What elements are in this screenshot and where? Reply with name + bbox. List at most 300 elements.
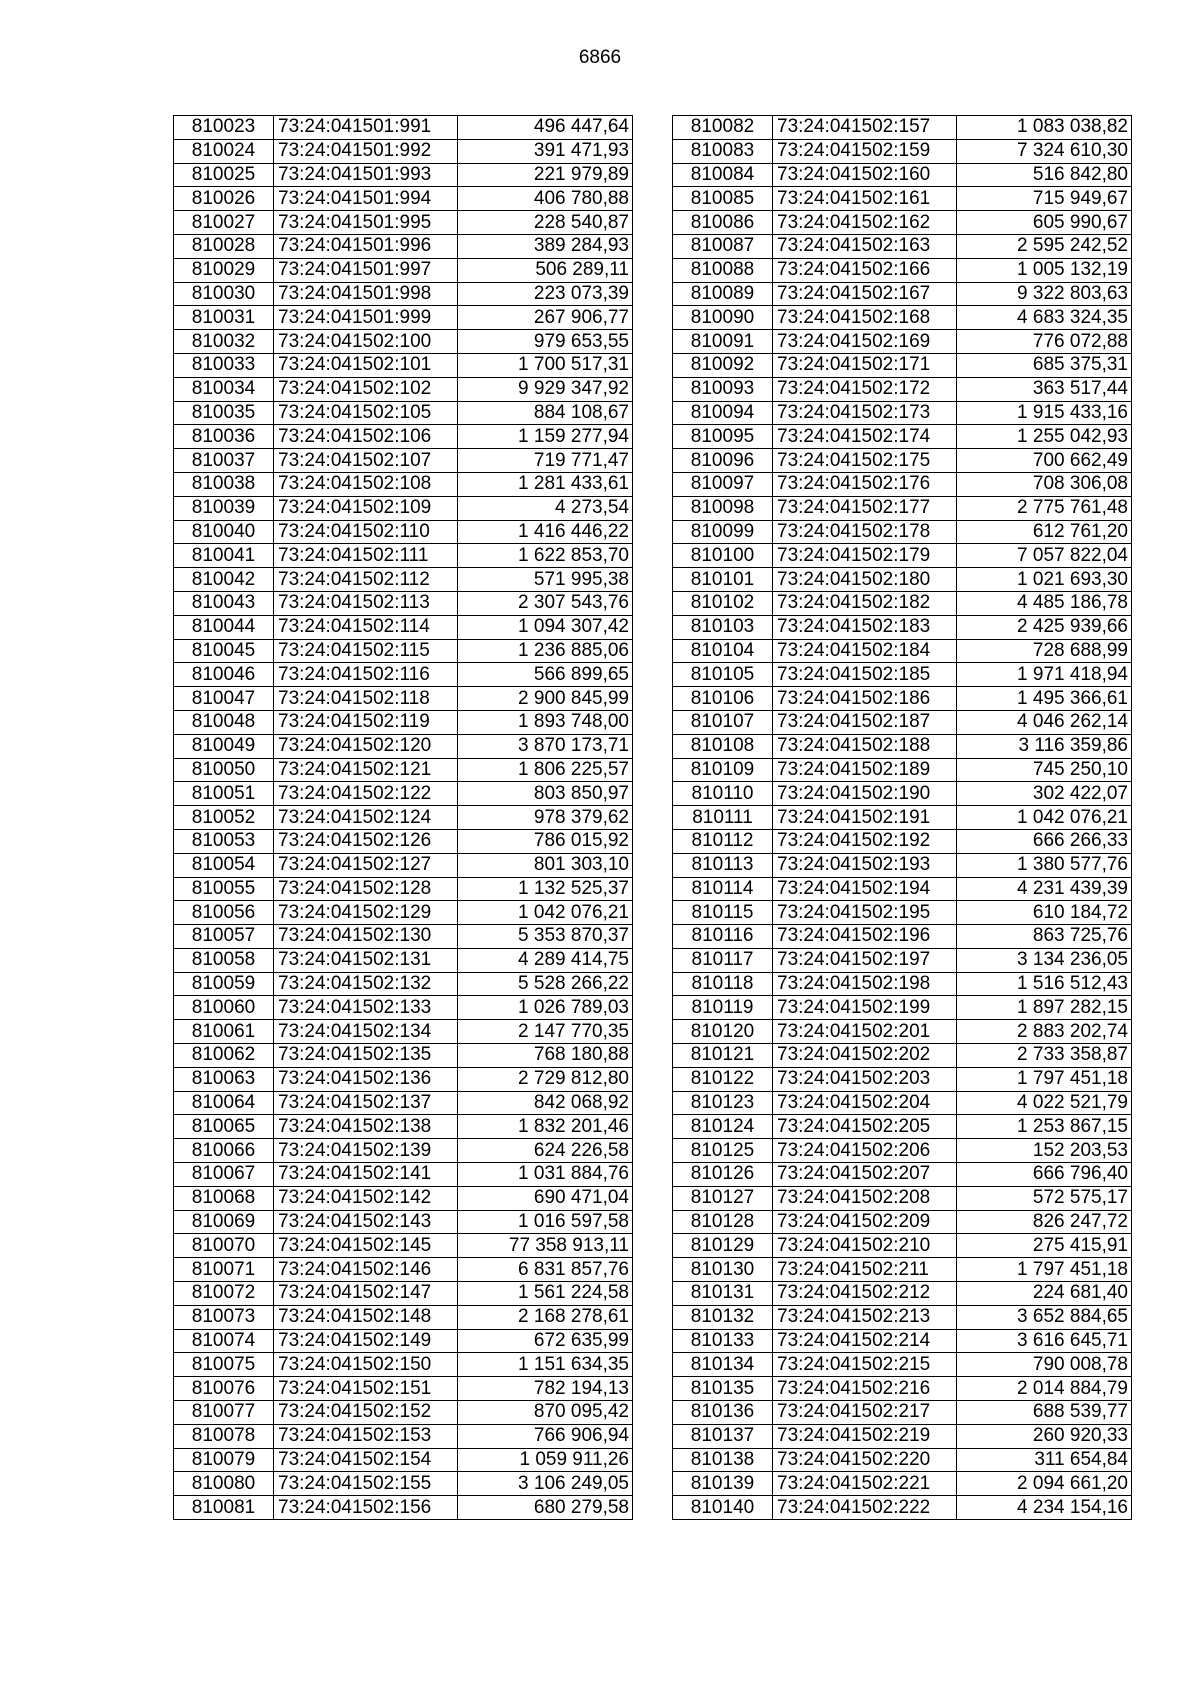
table-row xyxy=(174,187,633,211)
row-number-cell: 810093 xyxy=(673,377,773,401)
cadastral-number-cell: 73:24:041502:160 xyxy=(773,163,957,187)
cadastral-value-cell: 2 014 884,79 xyxy=(957,1377,1132,1401)
row-number-cell: 810079 xyxy=(174,1448,274,1472)
row-number-cell: 810047 xyxy=(174,687,274,711)
table-row xyxy=(174,1424,633,1448)
cadastral-value-cell: 1 915 433,16 xyxy=(957,401,1132,425)
table-row xyxy=(673,1424,1132,1448)
cadastral-number-cell: 73:24:041502:138 xyxy=(274,1115,458,1139)
cadastral-value-cell: 4 273,54 xyxy=(458,496,633,520)
cadastral-value-cell: 1 516 512,43 xyxy=(957,972,1132,996)
cadastral-number-cell: 73:24:041502:178 xyxy=(773,520,957,544)
cadastral-value-cell: 803 850,97 xyxy=(458,782,633,806)
cadastral-number-cell: 73:24:041502:128 xyxy=(274,877,458,901)
cadastral-number-cell: 73:24:041502:216 xyxy=(773,1377,957,1401)
table-row xyxy=(174,163,633,187)
table-row xyxy=(174,901,633,925)
cadastral-value-cell: 4 046 262,14 xyxy=(957,710,1132,734)
cadastral-value-cell: 1 159 277,94 xyxy=(458,425,633,449)
cadastral-value-cell: 4 234 154,16 xyxy=(957,1496,1132,1520)
cadastral-value-cell: 152 203,53 xyxy=(957,1139,1132,1163)
cadastral-number-cell: 73:24:041502:143 xyxy=(274,1210,458,1234)
cadastral-number-cell: 73:24:041502:184 xyxy=(773,639,957,663)
table-row xyxy=(673,1258,1132,1282)
cadastral-number-cell: 73:24:041502:135 xyxy=(274,1044,458,1068)
cadastral-number-cell: 73:24:041502:139 xyxy=(274,1139,458,1163)
table-row xyxy=(174,806,633,830)
table-row xyxy=(174,996,633,1020)
table-row xyxy=(174,1186,633,1210)
cadastral-value-cell: 801 303,10 xyxy=(458,853,633,877)
table-row xyxy=(174,1329,633,1353)
cadastral-value-cell: 311 654,84 xyxy=(957,1448,1132,1472)
cadastral-number-cell: 73:24:041502:167 xyxy=(773,282,957,306)
cadastral-number-cell: 73:24:041502:116 xyxy=(274,663,458,687)
table-row xyxy=(174,282,633,306)
cadastral-number-cell: 73:24:041502:177 xyxy=(773,496,957,520)
table-row xyxy=(174,306,633,330)
cadastral-number-cell: 73:24:041502:187 xyxy=(773,710,957,734)
cadastral-number-cell: 73:24:041502:208 xyxy=(773,1186,957,1210)
cadastral-number-cell: 73:24:041502:107 xyxy=(274,449,458,473)
table-row xyxy=(174,1115,633,1139)
cadastral-value-cell: 612 761,20 xyxy=(957,520,1132,544)
table-row xyxy=(673,401,1132,425)
table-row xyxy=(673,1472,1132,1496)
row-number-cell: 810074 xyxy=(174,1329,274,1353)
table-row xyxy=(174,449,633,473)
cadastral-number-cell: 73:24:041502:203 xyxy=(773,1067,957,1091)
table-row xyxy=(673,353,1132,377)
row-number-cell: 810048 xyxy=(174,710,274,734)
table-row xyxy=(673,211,1132,235)
cadastral-value-cell: 2 900 845,99 xyxy=(458,687,633,711)
table-row xyxy=(174,1091,633,1115)
cadastral-value-cell: 2 775 761,48 xyxy=(957,496,1132,520)
table-row xyxy=(174,544,633,568)
cadastral-number-cell: 73:24:041502:173 xyxy=(773,401,957,425)
row-number-cell: 810065 xyxy=(174,1115,274,1139)
table-row xyxy=(673,877,1132,901)
row-number-cell: 810084 xyxy=(673,163,773,187)
table-row xyxy=(174,663,633,687)
row-number-cell: 810130 xyxy=(673,1258,773,1282)
row-number-cell: 810107 xyxy=(673,710,773,734)
row-number-cell: 810070 xyxy=(174,1234,274,1258)
cadastral-value-cell: 302 422,07 xyxy=(957,782,1132,806)
row-number-cell: 810072 xyxy=(174,1282,274,1306)
row-number-cell: 810035 xyxy=(174,401,274,425)
row-number-cell: 810088 xyxy=(673,258,773,282)
table-row xyxy=(673,1329,1132,1353)
cadastral-number-cell: 73:24:041502:221 xyxy=(773,1472,957,1496)
table-row xyxy=(673,472,1132,496)
row-number-cell: 810058 xyxy=(174,948,274,972)
table-row xyxy=(174,1448,633,1472)
table-row xyxy=(174,782,633,806)
row-number-cell: 810043 xyxy=(174,591,274,615)
cadastral-number-cell: 73:24:041502:142 xyxy=(274,1186,458,1210)
table-row xyxy=(673,1186,1132,1210)
cadastral-value-cell: 221 979,89 xyxy=(458,163,633,187)
row-number-cell: 810061 xyxy=(174,1020,274,1044)
page-number: 6866 xyxy=(578,47,622,68)
table-row xyxy=(673,116,1132,140)
row-number-cell: 810137 xyxy=(673,1424,773,1448)
row-number-cell: 810098 xyxy=(673,496,773,520)
cadastral-value-cell: 790 008,78 xyxy=(957,1353,1132,1377)
cadastral-value-cell: 228 540,87 xyxy=(458,211,633,235)
row-number-cell: 810097 xyxy=(673,472,773,496)
cadastral-value-cell: 766 906,94 xyxy=(458,1424,633,1448)
cadastral-number-cell: 73:24:041502:127 xyxy=(274,853,458,877)
row-number-cell: 810102 xyxy=(673,591,773,615)
table-row xyxy=(673,1234,1132,1258)
row-number-cell: 810121 xyxy=(673,1044,773,1068)
row-number-cell: 810077 xyxy=(174,1401,274,1425)
row-number-cell: 810025 xyxy=(174,163,274,187)
cadastral-number-cell: 73:24:041502:124 xyxy=(274,806,458,830)
cadastral-value-cell: 3 116 359,86 xyxy=(957,734,1132,758)
cadastral-value-cell: 1 832 201,46 xyxy=(458,1115,633,1139)
row-number-cell: 810060 xyxy=(174,996,274,1020)
table-row xyxy=(174,853,633,877)
table-row xyxy=(673,1044,1132,1068)
cadastral-number-cell: 73:24:041502:154 xyxy=(274,1448,458,1472)
row-number-cell: 810112 xyxy=(673,829,773,853)
cadastral-value-cell: 4 231 439,39 xyxy=(957,877,1132,901)
cadastral-number-cell: 73:24:041502:214 xyxy=(773,1329,957,1353)
table-row xyxy=(673,829,1132,853)
cadastral-value-cell: 1 132 525,37 xyxy=(458,877,633,901)
cadastral-value-cell: 1 094 307,42 xyxy=(458,615,633,639)
table-row xyxy=(174,568,633,592)
cadastral-value-cell: 1 255 042,93 xyxy=(957,425,1132,449)
table-row xyxy=(174,758,633,782)
row-number-cell: 810135 xyxy=(673,1377,773,1401)
row-number-cell: 810055 xyxy=(174,877,274,901)
row-number-cell: 810082 xyxy=(673,116,773,140)
cadastral-number-cell: 73:24:041502:122 xyxy=(274,782,458,806)
row-number-cell: 810122 xyxy=(673,1067,773,1091)
cadastral-value-cell: 768 180,88 xyxy=(458,1044,633,1068)
cadastral-number-cell: 73:24:041502:189 xyxy=(773,758,957,782)
table-row xyxy=(174,591,633,615)
cadastral-value-cell: 1 380 577,76 xyxy=(957,853,1132,877)
table-row xyxy=(673,901,1132,925)
cadastral-number-cell: 73:24:041502:169 xyxy=(773,330,957,354)
table-row xyxy=(673,1353,1132,1377)
cadastral-number-cell: 73:24:041502:210 xyxy=(773,1234,957,1258)
cadastral-number-cell: 73:24:041502:183 xyxy=(773,615,957,639)
row-number-cell: 810031 xyxy=(174,306,274,330)
cadastral-number-cell: 73:24:041502:149 xyxy=(274,1329,458,1353)
cadastral-value-cell: 2 729 812,80 xyxy=(458,1067,633,1091)
table-row xyxy=(174,925,633,949)
row-number-cell: 810034 xyxy=(174,377,274,401)
cadastral-number-cell: 73:24:041502:105 xyxy=(274,401,458,425)
row-number-cell: 810101 xyxy=(673,568,773,592)
cadastral-number-cell: 73:24:041502:113 xyxy=(274,591,458,615)
cadastral-value-cell: 884 108,67 xyxy=(458,401,633,425)
cadastral-value-cell: 826 247,72 xyxy=(957,1210,1132,1234)
cadastral-number-cell: 73:24:041502:197 xyxy=(773,948,957,972)
table-row xyxy=(174,1234,633,1258)
table-row xyxy=(673,544,1132,568)
row-number-cell: 810050 xyxy=(174,758,274,782)
row-number-cell: 810059 xyxy=(174,972,274,996)
cadastral-value-cell: 863 725,76 xyxy=(957,925,1132,949)
row-number-cell: 810045 xyxy=(174,639,274,663)
cadastral-value-cell: 77 358 913,11 xyxy=(458,1234,633,1258)
cadastral-number-cell: 73:24:041502:182 xyxy=(773,591,957,615)
cadastral-value-cell: 9 322 803,63 xyxy=(957,282,1132,306)
cadastral-value-cell: 1 059 911,26 xyxy=(458,1448,633,1472)
cadastral-number-cell: 73:24:041502:141 xyxy=(274,1163,458,1187)
cadastral-value-cell: 391 471,93 xyxy=(458,139,633,163)
cadastral-number-cell: 73:24:041502:192 xyxy=(773,829,957,853)
table-row xyxy=(174,234,633,258)
row-number-cell: 810126 xyxy=(673,1163,773,1187)
cadastral-value-cell: 2 094 661,20 xyxy=(957,1472,1132,1496)
cadastral-value-cell: 2 147 770,35 xyxy=(458,1020,633,1044)
cadastral-number-cell: 73:24:041502:219 xyxy=(773,1424,957,1448)
cadastral-value-cell: 516 842,80 xyxy=(957,163,1132,187)
row-number-cell: 810118 xyxy=(673,972,773,996)
row-number-cell: 810106 xyxy=(673,687,773,711)
row-number-cell: 810090 xyxy=(673,306,773,330)
row-number-cell: 810139 xyxy=(673,1472,773,1496)
cadastral-value-cell: 672 635,99 xyxy=(458,1329,633,1353)
table-row xyxy=(174,1067,633,1091)
cadastral-value-cell: 3 616 645,71 xyxy=(957,1329,1132,1353)
table-row xyxy=(673,925,1132,949)
cadastral-number-cell: 73:24:041502:176 xyxy=(773,472,957,496)
cadastral-value-cell: 223 073,39 xyxy=(458,282,633,306)
table-row xyxy=(174,1472,633,1496)
cadastral-value-cell: 1 042 076,21 xyxy=(458,901,633,925)
cadastral-value-cell: 4 289 414,75 xyxy=(458,948,633,972)
cadastral-number-cell: 73:24:041502:205 xyxy=(773,1115,957,1139)
row-number-cell: 810069 xyxy=(174,1210,274,1234)
row-number-cell: 810041 xyxy=(174,544,274,568)
cadastral-value-cell: 786 015,92 xyxy=(458,829,633,853)
cadastral-number-cell: 73:24:041502:175 xyxy=(773,449,957,473)
table-row xyxy=(174,734,633,758)
row-number-cell: 810103 xyxy=(673,615,773,639)
cadastral-number-cell: 73:24:041502:212 xyxy=(773,1282,957,1306)
row-number-cell: 810064 xyxy=(174,1091,274,1115)
cadastral-number-cell: 73:24:041502:193 xyxy=(773,853,957,877)
cadastral-value-cell: 3 106 249,05 xyxy=(458,1472,633,1496)
cadastral-value-cell: 571 995,38 xyxy=(458,568,633,592)
cadastral-value-cell: 1 083 038,82 xyxy=(957,116,1132,140)
cadastral-number-cell: 73:24:041501:992 xyxy=(274,139,458,163)
row-number-cell: 810040 xyxy=(174,520,274,544)
cadastral-number-cell: 73:24:041502:213 xyxy=(773,1305,957,1329)
row-number-cell: 810056 xyxy=(174,901,274,925)
row-number-cell: 810033 xyxy=(174,353,274,377)
table-row xyxy=(673,187,1132,211)
table-row xyxy=(673,806,1132,830)
cadastral-number-cell: 73:24:041502:132 xyxy=(274,972,458,996)
cadastral-value-cell: 9 929 347,92 xyxy=(458,377,633,401)
table-row xyxy=(174,615,633,639)
cadastral-value-cell: 1 897 282,15 xyxy=(957,996,1132,1020)
cadastral-value-cell: 624 226,58 xyxy=(458,1139,633,1163)
cadastral-value-cell: 1 026 789,03 xyxy=(458,996,633,1020)
table-row xyxy=(673,687,1132,711)
cadastral-number-cell: 73:24:041502:188 xyxy=(773,734,957,758)
cadastral-value-cell: 2 307 543,76 xyxy=(458,591,633,615)
row-number-cell: 810136 xyxy=(673,1401,773,1425)
row-number-cell: 810075 xyxy=(174,1353,274,1377)
cadastral-number-cell: 73:24:041502:110 xyxy=(274,520,458,544)
table-row xyxy=(673,520,1132,544)
cadastral-value-cell: 1 151 634,35 xyxy=(458,1353,633,1377)
table-row xyxy=(673,1210,1132,1234)
row-number-cell: 810026 xyxy=(174,187,274,211)
table-row xyxy=(174,496,633,520)
cadastral-number-cell: 73:24:041502:202 xyxy=(773,1044,957,1068)
row-number-cell: 810113 xyxy=(673,853,773,877)
table-row xyxy=(174,1377,633,1401)
cadastral-number-cell: 73:24:041502:186 xyxy=(773,687,957,711)
row-number-cell: 810134 xyxy=(673,1353,773,1377)
cadastral-number-cell: 73:24:041502:191 xyxy=(773,806,957,830)
cadastral-value-cell: 776 072,88 xyxy=(957,330,1132,354)
row-number-cell: 810131 xyxy=(673,1282,773,1306)
table-row xyxy=(673,948,1132,972)
cadastral-number-cell: 73:24:041502:215 xyxy=(773,1353,957,1377)
cadastral-value-cell: 7 057 822,04 xyxy=(957,544,1132,568)
table-row xyxy=(673,591,1132,615)
row-number-cell: 810066 xyxy=(174,1139,274,1163)
cadastral-number-cell: 73:24:041502:159 xyxy=(773,139,957,163)
row-number-cell: 810052 xyxy=(174,806,274,830)
cadastral-number-cell: 73:24:041501:999 xyxy=(274,306,458,330)
row-number-cell: 810078 xyxy=(174,1424,274,1448)
table-row xyxy=(673,1163,1132,1187)
cadastral-number-cell: 73:24:041501:996 xyxy=(274,234,458,258)
row-number-cell: 810028 xyxy=(174,234,274,258)
table-row xyxy=(673,1401,1132,1425)
row-number-cell: 810023 xyxy=(174,116,274,140)
cadastral-value-cell: 688 539,77 xyxy=(957,1401,1132,1425)
cadastral-number-cell: 73:24:041502:112 xyxy=(274,568,458,592)
cadastral-number-cell: 73:24:041502:196 xyxy=(773,925,957,949)
row-number-cell: 810133 xyxy=(673,1329,773,1353)
cadastral-number-cell: 73:24:041502:130 xyxy=(274,925,458,949)
table-row xyxy=(673,734,1132,758)
table-row xyxy=(673,139,1132,163)
table-row xyxy=(174,829,633,853)
row-number-cell: 810129 xyxy=(673,1234,773,1258)
cadastral-number-cell: 73:24:041502:129 xyxy=(274,901,458,925)
row-number-cell: 810032 xyxy=(174,330,274,354)
cadastral-value-cell: 4 683 324,35 xyxy=(957,306,1132,330)
table-row xyxy=(174,353,633,377)
table-row xyxy=(673,163,1132,187)
row-number-cell: 810117 xyxy=(673,948,773,972)
row-number-cell: 810046 xyxy=(174,663,274,687)
cadastral-value-cell: 978 379,62 xyxy=(458,806,633,830)
row-number-cell: 810063 xyxy=(174,1067,274,1091)
cadastral-number-cell: 73:24:041502:204 xyxy=(773,1091,957,1115)
row-number-cell: 810044 xyxy=(174,615,274,639)
cadastral-number-cell: 73:24:041502:157 xyxy=(773,116,957,140)
cadastral-value-cell: 2 595 242,52 xyxy=(957,234,1132,258)
cadastral-number-cell: 73:24:041502:190 xyxy=(773,782,957,806)
table-row xyxy=(673,1115,1132,1139)
table-row xyxy=(673,568,1132,592)
cadastral-number-cell: 73:24:041501:991 xyxy=(274,116,458,140)
row-number-cell: 810053 xyxy=(174,829,274,853)
cadastral-number-cell: 73:24:041502:114 xyxy=(274,615,458,639)
cadastral-value-cell: 1 236 885,06 xyxy=(458,639,633,663)
cadastral-value-cell: 708 306,08 xyxy=(957,472,1132,496)
table-row xyxy=(174,1496,633,1520)
cadastral-number-cell: 73:24:041502:220 xyxy=(773,1448,957,1472)
row-number-cell: 810087 xyxy=(673,234,773,258)
row-number-cell: 810115 xyxy=(673,901,773,925)
row-number-cell: 810039 xyxy=(174,496,274,520)
row-number-cell: 810127 xyxy=(673,1186,773,1210)
row-number-cell: 810057 xyxy=(174,925,274,949)
cadastral-number-cell: 73:24:041502:151 xyxy=(274,1377,458,1401)
table-row xyxy=(174,1353,633,1377)
cadastral-value-cell: 1 495 366,61 xyxy=(957,687,1132,711)
table-row xyxy=(673,425,1132,449)
table-row xyxy=(673,710,1132,734)
cadastral-number-cell: 73:24:041502:146 xyxy=(274,1258,458,1282)
cadastral-value-cell: 1 005 132,19 xyxy=(957,258,1132,282)
cadastral-number-cell: 73:24:041502:166 xyxy=(773,258,957,282)
cadastral-value-cell: 6 831 857,76 xyxy=(458,1258,633,1282)
table-row xyxy=(174,1210,633,1234)
row-number-cell: 810092 xyxy=(673,353,773,377)
cadastral-value-cell: 1 797 451,18 xyxy=(957,1258,1132,1282)
table-row xyxy=(174,116,633,140)
row-number-cell: 810140 xyxy=(673,1496,773,1520)
table-row xyxy=(174,877,633,901)
row-number-cell: 810062 xyxy=(174,1044,274,1068)
row-number-cell: 810099 xyxy=(673,520,773,544)
cadastral-number-cell: 73:24:041502:179 xyxy=(773,544,957,568)
cadastral-value-cell: 496 447,64 xyxy=(458,116,633,140)
table-row xyxy=(673,234,1132,258)
cadastral-number-cell: 73:24:041502:201 xyxy=(773,1020,957,1044)
table-row xyxy=(673,758,1132,782)
row-number-cell: 810081 xyxy=(174,1496,274,1520)
cadastral-number-cell: 73:24:041502:217 xyxy=(773,1401,957,1425)
cadastral-number-cell: 73:24:041502:156 xyxy=(274,1496,458,1520)
table-row xyxy=(673,663,1132,687)
cadastral-value-cell: 4 022 521,79 xyxy=(957,1091,1132,1115)
row-number-cell: 810029 xyxy=(174,258,274,282)
row-number-cell: 810111 xyxy=(673,806,773,830)
row-number-cell: 810132 xyxy=(673,1305,773,1329)
table-row xyxy=(673,853,1132,877)
cadastral-number-cell: 73:24:041502:148 xyxy=(274,1305,458,1329)
cadastral-value-cell: 224 681,40 xyxy=(957,1282,1132,1306)
cadastral-value-cell: 2 883 202,74 xyxy=(957,1020,1132,1044)
cadastral-number-cell: 73:24:041502:137 xyxy=(274,1091,458,1115)
row-number-cell: 810105 xyxy=(673,663,773,687)
cadastral-number-cell: 73:24:041502:211 xyxy=(773,1258,957,1282)
cadastral-value-cell: 666 266,33 xyxy=(957,829,1132,853)
cadastral-number-cell: 73:24:041502:109 xyxy=(274,496,458,520)
